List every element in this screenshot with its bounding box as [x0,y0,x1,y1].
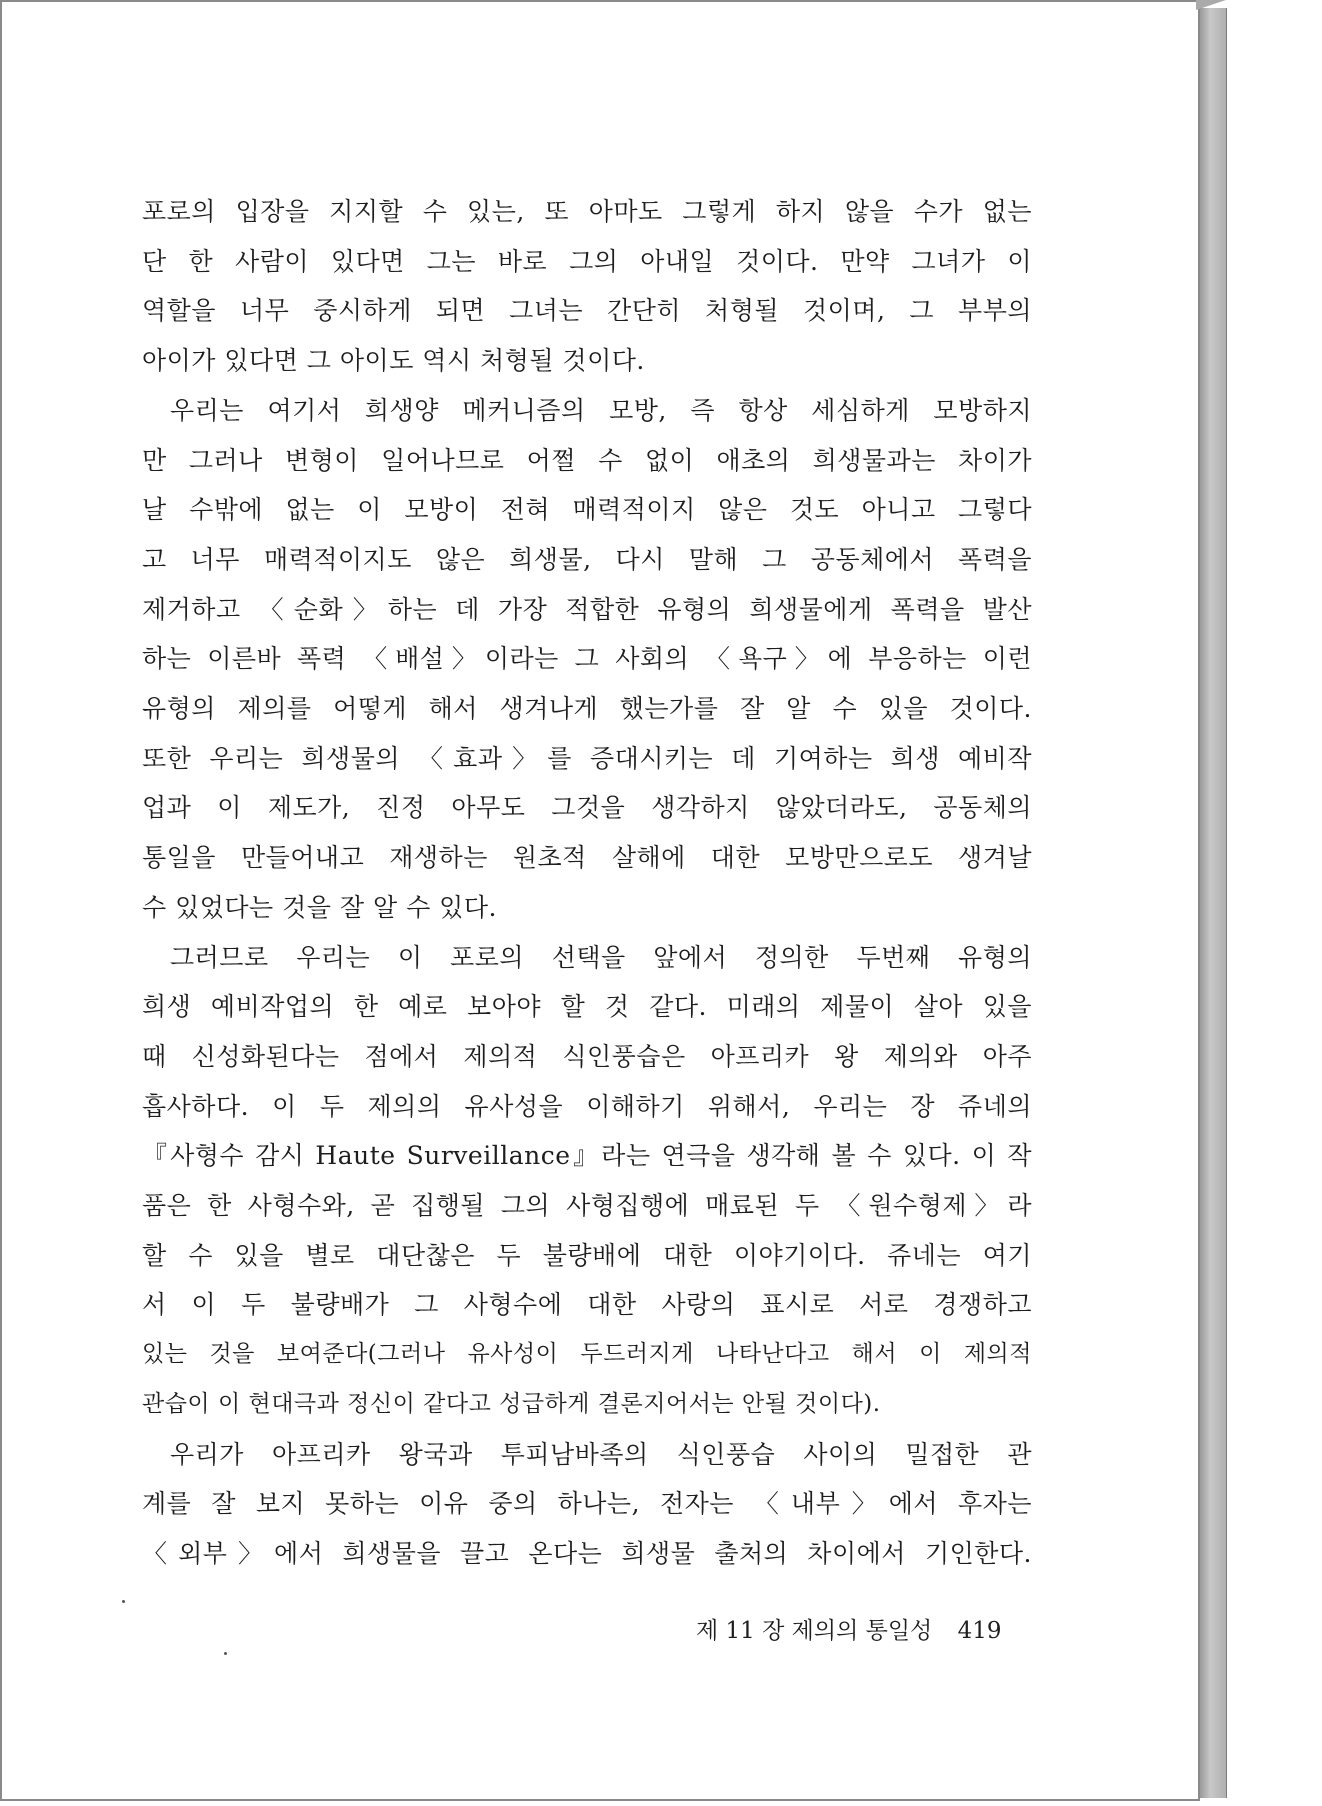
text-line: 제거하고 〈순화〉하는 데 가장 적합한 유형의 희생물에게 폭력을 발산 [142,594,1032,624]
text-line: 수 있었다는 것을 잘 알 수 있다. [142,892,497,922]
text-line: 아이가 있다면 그 아이도 역시 처형될 것이다. [142,346,645,376]
text-line: 포로의 입장을 지지할 수 있는, 또 아마도 그렇게 하지 않을 수가 없는 [142,197,1032,226]
text-line: 만 그러나 변형이 일어나므로 어쩔 수 없이 애초의 희생물과는 차이가 [142,445,1032,475]
scan-speck [122,1600,125,1603]
text-line: 그러므로 우리는 이 포로의 선택을 앞에서 정의한 두번째 유형의 [170,942,1032,972]
running-head: 제 11 장 제의의 통일성 [696,1618,933,1644]
page-footer [696,1612,1001,1645]
text-line: 통일을 만들어내고 재생하는 원초적 살해에 대한 모방만으로도 생겨날 [142,843,1032,873]
scan-speck [224,1652,227,1655]
body-text [142,187,1032,1579]
text-line: 희생 예비작업의 한 예로 보아야 할 것 같다. 미래의 제물이 살아 있을 [142,992,1032,1022]
text-line: 있는 것을 보여준다(그러나 유사성이 두드러지게 나타난다고 해서 이 제의적 [142,1341,1032,1368]
text-line: 단 한 사람이 있다면 그는 바로 그의 아내일 것이다. 만약 그녀가 이 [142,246,1032,276]
text-line: 관습이 이 현대극과 정신이 같다고 성급하게 결론지어서는 안될 것이다). [142,1390,881,1417]
text-line: 하는 이른바 폭력 〈배설〉이라는 그 사회의 〈욕구〉에 부응하는 이런 [142,644,1032,674]
text-line: 흡사하다. 이 두 제의의 유사성을 이해하기 위해서, 우리는 장 쥬네의 [142,1091,1032,1121]
text-line: 고 너무 매력적이지도 않은 희생물, 다시 말해 그 공동체에서 폭력을 [142,544,1032,574]
text-line: 때 신성화된다는 점에서 제의적 식인풍습은 아프리카 왕 제의와 아주 [142,1041,1032,1071]
text-line: 역할을 너무 중시하게 되면 그녀는 간단히 처형될 것이며, 그 부부의 [142,296,1032,326]
text-line: 서 이 두 불량배가 그 사형수에 대한 사랑의 표시로 서로 경쟁하고 [142,1290,1032,1320]
text-line: 날 수밖에 없는 이 모방이 전혀 매력적이지 않은 것도 아니고 그렇다 [142,495,1032,525]
text-line: 품은 한 사형수와, 곧 집행될 그의 사형집행에 매료된 두 〈원수형제〉라 [142,1191,1032,1221]
text-line: 〈외부〉에서 희생물을 끌고 온다는 희생물 출처의 차이에서 기인한다. [142,1538,1032,1568]
text-line: 우리는 여기서 희생양 메커니즘의 모방, 즉 항상 세심하게 모방하지 [170,395,1032,425]
text-line: 우리가 아프리카 왕국과 투피남바족의 식인풍습 사이의 밀접한 관 [170,1439,1032,1469]
text-line: 또한 우리는 희생물의 〈효과〉를 증대시키는 데 기여하는 희생 예비작 [142,743,1032,773]
text-line: 『사형수 감시 Haute Surveillance』라는 연극을 생각해 볼 수 있다. 이 작 [142,1141,1032,1171]
text-line: 유형의 제의를 어떻게 해서 생겨나게 했는가를 잘 알 수 있을 것이다. [142,694,1032,724]
text-line: 업과 이 제도가, 진정 아무도 그것을 생각하지 않았더라도, 공동체의 [142,793,1032,823]
text-line: 할 수 있을 별로 대단찮은 두 불량배에 대한 이야기이다. 쥬네는 여기 [142,1240,1032,1270]
page-edge-shadow [1200,8,1227,1798]
page-number: 419 [957,1618,1002,1644]
text-line: 계를 잘 보지 못하는 이유 중의 하나는, 전자는 〈내부〉에서 후자는 [142,1489,1032,1519]
